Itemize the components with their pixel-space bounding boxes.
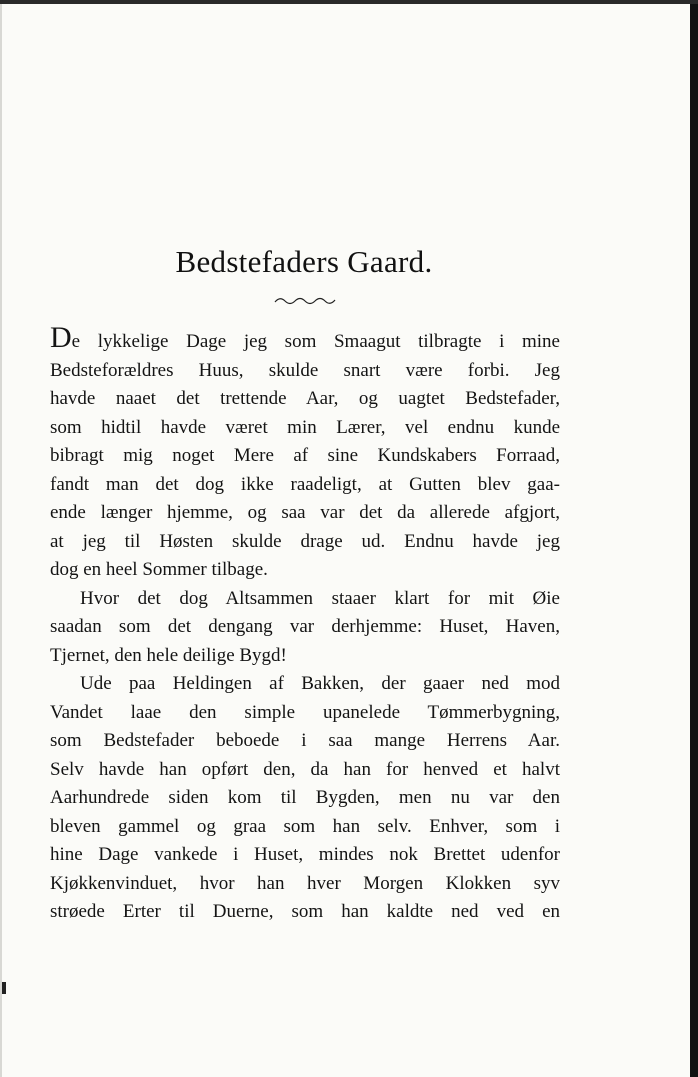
body-text [50,321,560,927]
text-line: Hvor det dog Altsammen staaer klart for mit Øie [80,587,560,609]
text-line: som Bedstefader beboede i saa mange Herrens Aar. [50,730,560,751]
text-line: Ude paa Heldingen af Bakken, der gaaer ned mod [80,673,560,694]
text-line: ende længer hjemme, og saa var det da allerede afgjort, [50,502,560,523]
chapter-title: Bedstefaders Gaard. [175,244,433,279]
text-line: saadan som det dengang var derhjemme: Huset, Haven, [50,616,560,637]
text-line: som hidtil havde været min Lærer, vel endnu kunde [50,416,560,438]
drop-cap: D [50,321,72,354]
paragraph-2 [50,585,560,671]
text-line: Aarhundrede siden kom til Bygden, men nu var den [50,787,560,808]
text-line: fandt man det dog ikke raadeligt, at Gutten blev gaa- [50,473,560,495]
text-line: Tjernet, den hele deilige Bygd! [50,644,287,666]
title-ornament-icon [274,296,336,306]
scan-edge-top [0,0,698,4]
scan-edge-right [690,0,698,1077]
text-line: Kjøkkenvinduet, hvor han hver Morgen Klokken syv [50,872,560,894]
text-line: Selv havde han opført den, da han for henved et halvt [50,758,560,780]
text-line: strøede Erter til Duerne, som han kaldte ned ved en [50,901,560,922]
page-edge-mark [2,982,6,994]
text-line: hine Dage vankede i Huset, mindes nok Brettet udenfor [50,844,560,865]
text-line: Vandet laae den simple upanelede Tømmerbygning, [50,701,560,723]
text-line: dog en heel Sommer tilbage. [50,559,268,580]
text-line: bibragt mig noget Mere af sine Kundskabers Forraad, [50,445,560,466]
text-line: at jeg til Høsten skulde drage ud. Endnu havde jeg [50,530,560,552]
text-line: havde naaet det trettende Aar, og uagtet Bedstefader, [50,388,560,409]
text-line: De lykkelige Dage jeg som Smaagut tilbragte i mine [50,321,560,354]
text-line: Bedsteforældres Huus, skulde snart være forbi. Jeg [50,359,560,381]
text-line: bleven gammel og graa som han selv. Enhver, som i [50,815,560,837]
paragraph-1 [50,321,560,585]
paragraph-3 [50,670,560,927]
